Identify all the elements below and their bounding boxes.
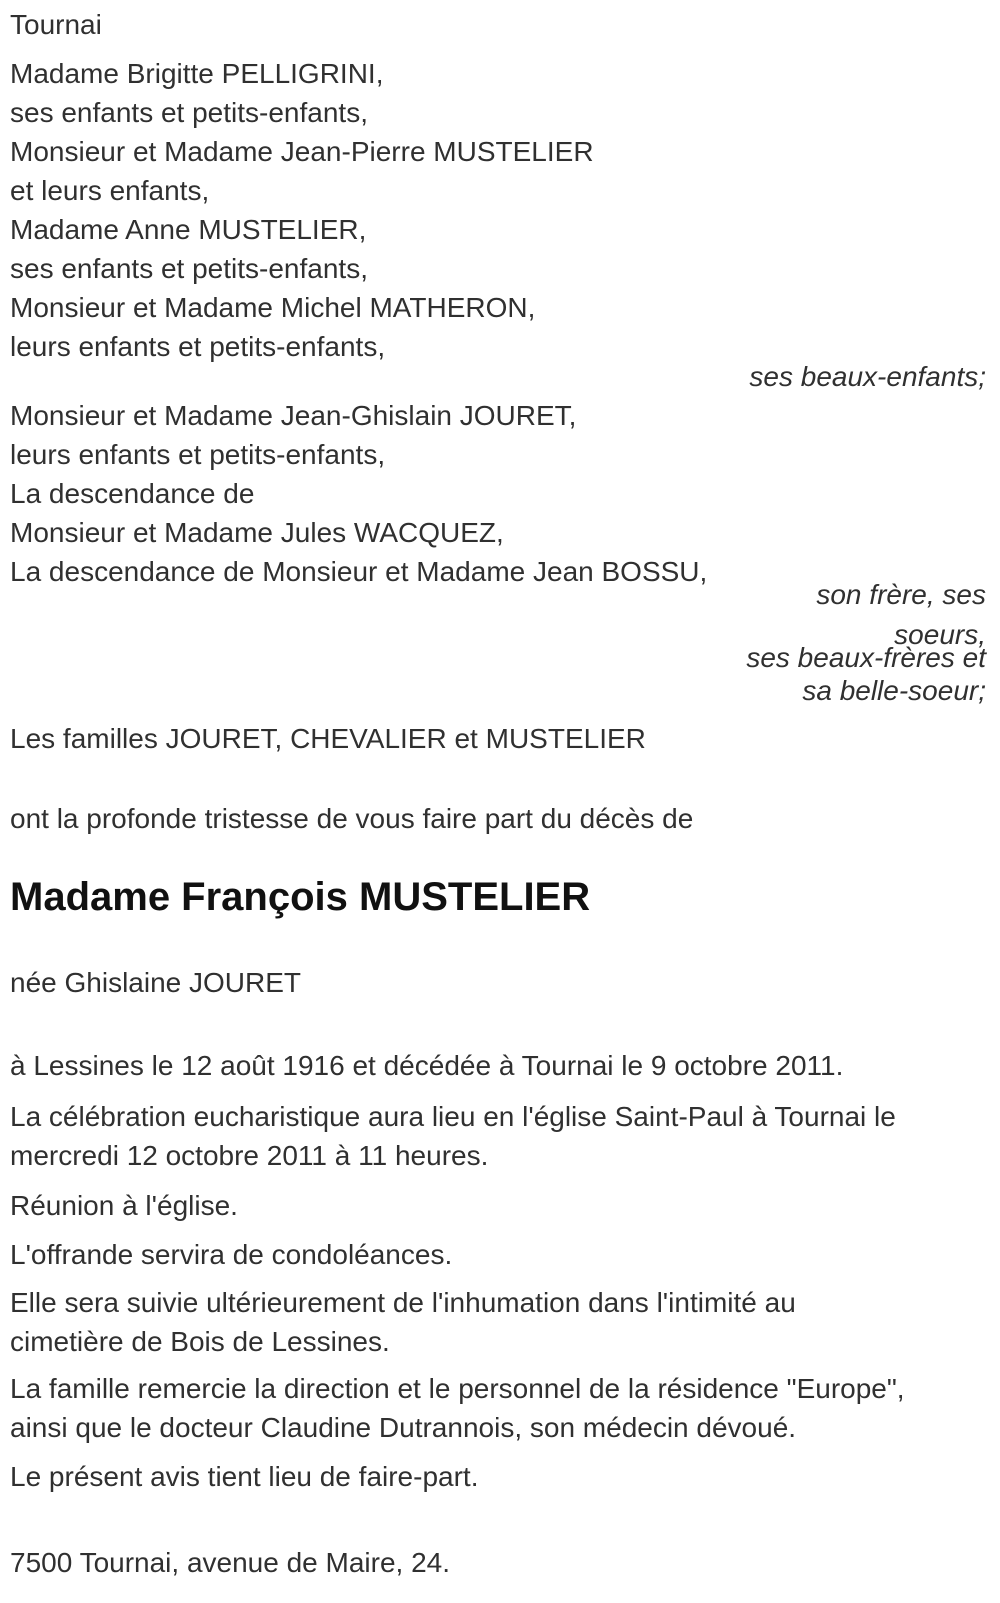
family-line: ses enfants et petits-enfants, [10, 97, 368, 128]
relation-note: ses beaux-enfants; [749, 361, 986, 392]
address-line: 7500 Tournai, avenue de Maire, 24. [10, 1547, 451, 1578]
burial-line: Elle sera suivie ultérieurement de l'inhumation dans l'intimité au [10, 1287, 796, 1318]
family-line: Monsieur et Madame Jean-Ghislain JOURET, [10, 400, 577, 431]
relation-note: son frère, ses [816, 579, 986, 610]
birth-name-line: née Ghislaine JOURET [10, 967, 302, 998]
family-line: et leurs enfants, [10, 175, 210, 206]
thanks-line: ainsi que le docteur Claudine Dutrannois, son médecin dévoué. [10, 1412, 797, 1443]
ceremony-line: La célébration eucharistique aura lieu en l'église Saint-Paul à Tournai le [10, 1101, 896, 1132]
family-line: ses enfants et petits-enfants, [10, 253, 368, 284]
families-line: Les familles JOURET, CHEVALIER et MUSTELIER [10, 723, 646, 754]
family-line: La descendance de Monsieur et Madame Jean BOSSU, [10, 556, 708, 587]
family-line: Madame Anne MUSTELIER, [10, 214, 367, 245]
family-line: Monsieur et Madame Michel MATHERON, [10, 292, 536, 323]
announcement-line: ont la profonde tristesse de vous faire part du décès de [10, 803, 694, 834]
life-dates-line: à Lessines le 12 août 1916 et décédée à Tournai le 9 octobre 2011. [10, 1050, 844, 1081]
deceased-name-title: Madame François MUSTELIER [10, 875, 591, 919]
family-line: Monsieur et Madame Jean-Pierre MUSTELIER [10, 136, 594, 167]
relation-note: soeurs, [894, 619, 986, 650]
family-line: leurs enfants et petits-enfants, [10, 331, 386, 362]
relation-note: ses beaux-frères et [746, 642, 986, 673]
relation-note: sa belle-soeur; [802, 675, 986, 706]
family-line: leurs enfants et petits-enfants, [10, 439, 386, 470]
burial-line: cimetière de Bois de Lessines. [10, 1326, 390, 1357]
offering-line: L'offrande servira de condoléances. [10, 1239, 453, 1270]
family-line: Madame Brigitte PELLIGRINI, [10, 58, 384, 89]
city-line: Tournai [10, 9, 102, 40]
thanks-line: La famille remercie la direction et le personnel de la résidence "Europe", [10, 1373, 905, 1404]
ceremony-line: mercredi 12 octobre 2011 à 11 heures. [10, 1140, 489, 1171]
meeting-line: Réunion à l'église. [10, 1190, 238, 1221]
present-notice-line: Le présent avis tient lieu de faire-part. [10, 1461, 479, 1492]
family-line: Monsieur et Madame Jules WACQUEZ, [10, 517, 504, 548]
family-line: La descendance de [10, 478, 255, 509]
